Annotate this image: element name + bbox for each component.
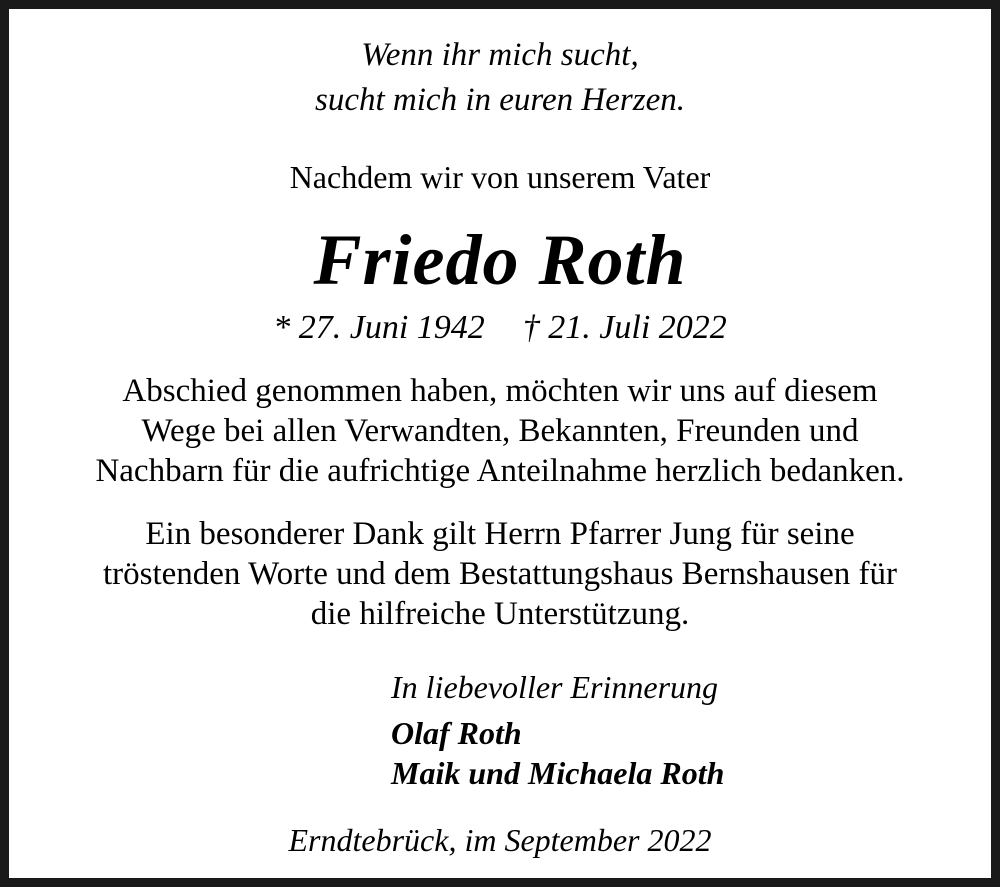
motto-line-2: sucht mich in euren Herzen. [315,82,685,118]
paragraph-line: Abschied genommen haben, möchten wir uns auf diesem [122,373,878,409]
paragraph-line: tröstenden Worte und dem Bestattungshaus Bernshausen für [102,556,898,592]
deceased-name: Friedo Roth [313,220,687,300]
signature-intro: In liebevoller Erinnerung [391,669,719,705]
place-and-date: Erndtebrück, im September 2022 [288,822,712,858]
motto-line-1: Wenn ihr mich sucht, [361,37,639,73]
birth-date: * 27. Juni 1942 [273,309,485,346]
signature-name: Maik und Michaela Roth [391,755,725,791]
life-dates [9,309,991,347]
paragraph-line: Nachbarn für die aufrichtige Anteilnahme herzlich bedanken. [95,453,905,489]
signature-name: Olaf Roth [391,715,522,751]
paragraph-line: die hilfreiche Unterstützung. [310,596,690,632]
paragraph-line: Wege bei allen Verwandten, Bekannten, Freunden und [141,413,859,449]
intro-text: Nachdem wir von unserem Vater [289,159,711,195]
paragraph-line: Ein besonderer Dank gilt Herrn Pfarrer Jung für seine [145,516,855,552]
death-date: † 21. Juli 2022 [522,309,727,346]
